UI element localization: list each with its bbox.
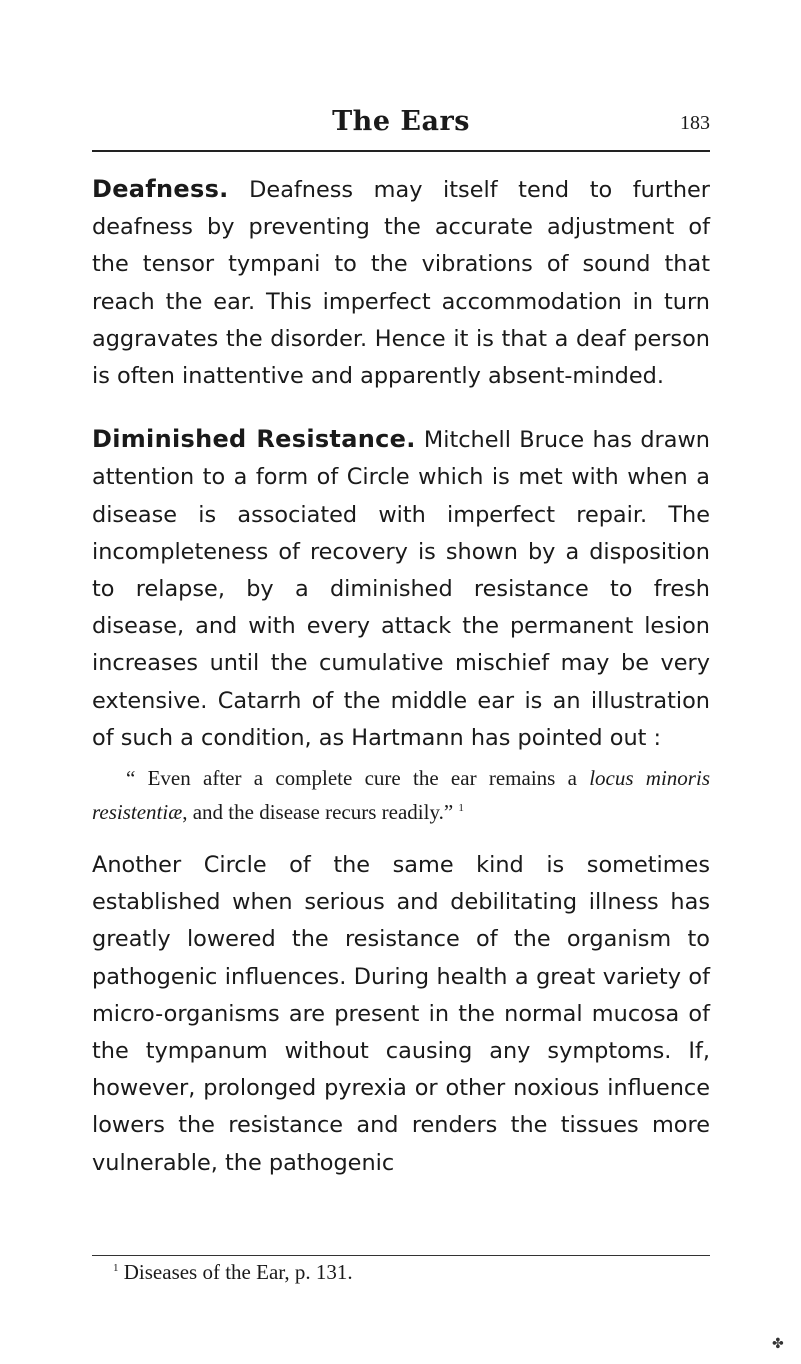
quote-open: “ Even after a complete cure the ear remains a <box>126 766 590 791</box>
running-title: The Ears <box>332 106 470 137</box>
section-heading-diminished-resistance: Diminished Resistance. <box>92 425 416 454</box>
header-rule <box>92 150 710 152</box>
paragraph-text: Mitchell Bruce has drawn attention to a form of Circle which is met with when a disease is associated with imperfect repair. The incompleteness of recovery is shown by a disposition to relapse, by a diminished resistance to fresh disease, and with every attack the permanent lesion increases until the cumulative mischief may be very extensive. Catarrh of the middle ear is an illustration of such a condition, as Hartmann has pointed out : <box>92 427 710 751</box>
page-number: 183 <box>680 112 710 134</box>
paragraph-deafness <box>92 171 710 395</box>
paragraph-text: Deafness may itself tend to further deafness by preventing the accurate adjustment of the tensor tympani to the vibrations of sound that reach the ear. This imperfect accommodation in turn aggravates the disorder. Hence it is that a deaf person is often inattentive and apparently absent-minded. <box>92 177 710 390</box>
paragraph-diminished-resistance <box>92 421 710 757</box>
block-quote <box>92 763 710 827</box>
body-text <box>92 171 710 1182</box>
page-header <box>92 106 710 150</box>
footnote-reference: 1 <box>458 802 464 815</box>
printer-mark: ✤ <box>772 1336 784 1352</box>
paragraph-another-circle: Another Circle of the same kind is sometimes established when serious and debilitating illness has greatly lowered the resistance of the organism to pathogenic influences. During health a great variety of micro-organisms are present in the normal mucosa of the tympanum without causing any symptoms. If, however, prolonged pyrexia or other noxious influence lowers the resistance and renders the tissues more vulnerable, the pathogenic <box>92 852 710 1176</box>
footnote <box>113 1260 353 1285</box>
quote-italic: locus minoris resistentiæ <box>92 766 710 825</box>
section-heading-deafness: Deafness. <box>92 175 229 203</box>
paragraph-gap <box>92 395 710 421</box>
footnote-rule <box>92 1255 710 1256</box>
footnote-text: Diseases of the Ear, p. 131. <box>118 1260 353 1284</box>
quote-close: , and the disease recurs readily.” <box>182 800 454 825</box>
footnote-marker: 1 <box>113 1262 119 1274</box>
